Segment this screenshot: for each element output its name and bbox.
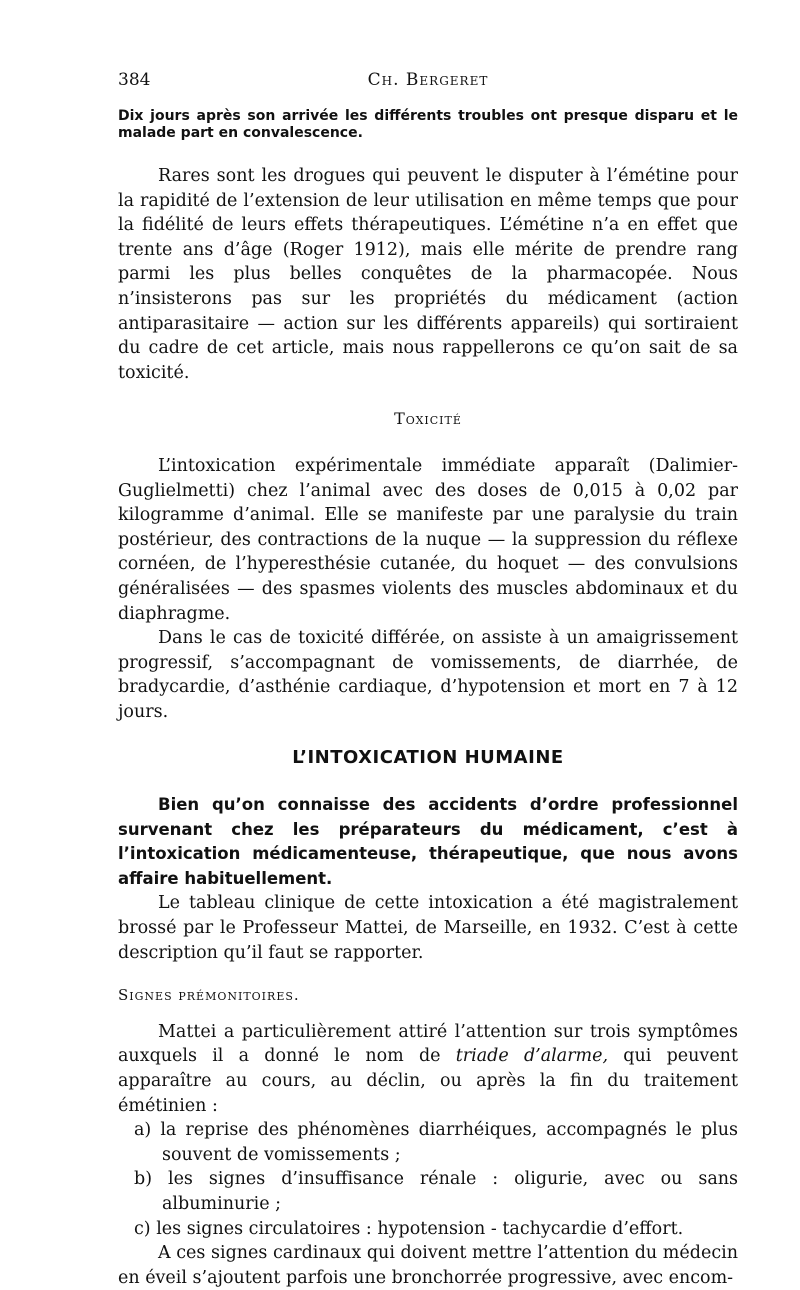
alarm-triad-term: triade d’alarme, [455,1046,609,1067]
article-body [118,108,738,1290]
list-item: c) les signes circulatoires : hypotension - tachycardie d’effort. [134,1218,684,1239]
cardinal-signs-paragraph: A ces signes cardinaux qui doivent mettre l’attention du médecin en éveil s’ajoutent parfois une bronchorrée progressive, avec encom- [118,1243,738,1288]
alarm-triad-text-after: qui peuvent apparaître au cours, au déclin, ou après la fin du traitement émétinien : [118,1046,738,1116]
professional-accidents-paragraph: Bien qu’on connaisse des accidents d’ordre professionnel survenant chez les préparateurs du médicament, c’est à l’intoxication médicamenteuse, thérapeutique, que nous avons affaire habituellement. [118,795,738,888]
page-number: 384 [118,70,151,90]
alarm-triad-text-before: Mattei a particulièrement attiré l’attention sur trois symptômes auxquels il a donné le nom de [118,1021,738,1067]
list-item: b) les signes d’insuffisance rénale : oligurie, avec ou sans albuminurie ; [134,1169,738,1214]
subheading-signes-premonitoires: Signes prémonitoires. [118,986,300,1005]
alarm-triad-paragraph [118,1020,738,1118]
section-heading-toxicite: Toxicité [394,409,462,429]
case-conclusion-paragraph: Dix jours après son arrivée les différents troubles ont presque disparu et le malade part en convalescence. [118,108,738,141]
running-header [118,70,738,94]
section-heading-intoxication-humaine: L’INTOXICATION HUMAINE [292,747,564,769]
experimental-toxicity-paragraph: L’intoxication expérimentale immédiate apparaît (Dalimier-Guglielmetti) chez l’animal avec des doses de 0,015 à 0,02 par kilogramme d’animal. Elle se manifeste par une paralysie du train postérieur, des contractions de la nuque — la suppression du réflexe cornéen, de l’hyperesthésie cutanée, du hoquet — des convulsions généralisées — des spasmes violents des muscles abdominaux et du diaphragme. [118,455,738,624]
list-item: a) la reprise des phénomènes diarrhéiques, accompagnés le plus souvent de vomissements ; [134,1120,738,1165]
emetine-overview-paragraph: Rares sont les drogues qui peuvent le disputer à l’émétine pour la rapidité de l’extension de leur utilisation en même temps que pour la fidélité de leurs effets thérapeutiques. L’émétine n’a en effet que trente ans d’âge (Roger 1912), mais elle mérite de prendre rang parmi les plus belles conquêtes de la pharmacopée. Nous n’insisterons pas sur les propriétés du médicament (action antiparasitaire — action sur les différents appareils) qui sortiraient du cadre de cet article, mais nous rappellerons ce qu’on sait de sa toxicité. [118,166,738,383]
delayed-toxicity-paragraph: Dans le cas de toxicité différée, on assiste à un amaigrissement progressif, s’accompagnant de vomissements, de diarrhée, de bradycardie, d’asthénie cardiaque, d’hypotension et mort en 7 à 12 jours. [118,628,738,722]
clinical-picture-paragraph: Le tableau clinique de cette intoxication a été magistralement brossé par le Professeur Mattei, de Marseille, en 1932. C’est à cette description qu’il faut se rapporter. [118,893,738,963]
running-header-author: Ch. Bergeret [367,70,489,90]
alarm-signs-list [118,1118,738,1241]
